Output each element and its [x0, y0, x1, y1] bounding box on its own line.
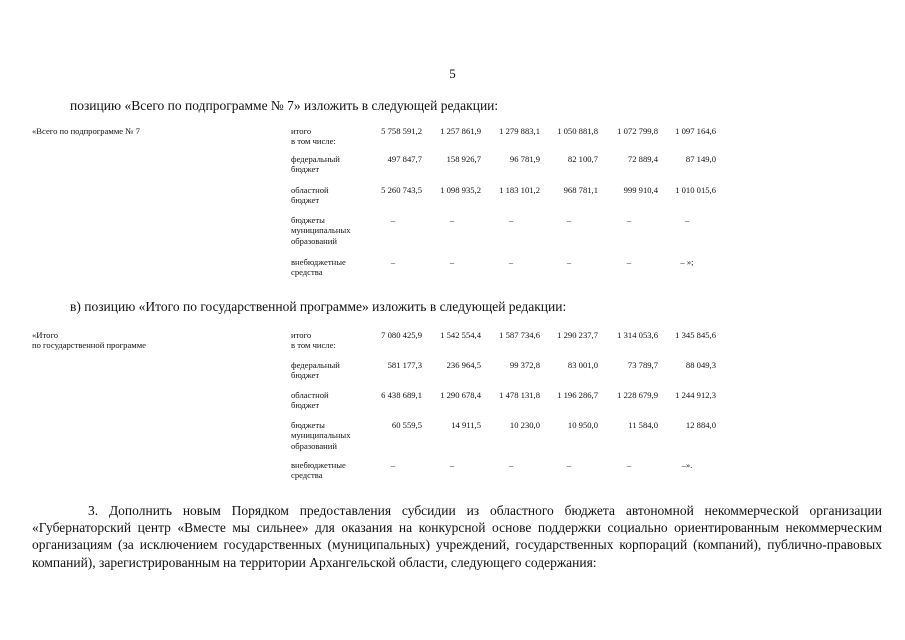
section1-row-label: итого в том числе: — [291, 126, 336, 147]
section2-cell: 1 345 845,6 — [675, 330, 716, 340]
section1-heading: позицию «Всего по подпрограмме № 7» изложить в следующей редакции: — [70, 98, 499, 113]
section2-cell: 12 884,0 — [685, 420, 716, 430]
section1-cell: 1 050 881,8 — [557, 126, 598, 136]
section2-cell: 60 559,5 — [391, 420, 422, 430]
section2-cell: 1 542 554,4 — [440, 330, 481, 340]
section2-cell: 10 230,0 — [509, 420, 540, 430]
section1-cell: 1 183 101,2 — [499, 185, 540, 195]
section2-cell: 1 478 131,8 — [499, 390, 540, 400]
section1-cell: 1 097 164,6 — [675, 126, 716, 136]
paragraph-3: 3. Дополнить новым Порядком предоставления субсидии из областного бюджета автономной некоммерческой организации «Губернаторский центр «Вместе мы сильнее» для оказания на конкурсной основе поддержки социально ориентированным некоммерческим организациям (за исключением государственных (муниципальных) учреждений, государственных корпораций (компаний), публично-правовых компаний), зарегистрированным на территории Архангельской области, следующего содержания: — [32, 503, 882, 570]
section2-cell: 1 587 734,6 — [499, 330, 540, 340]
section2-row-label: федеральный бюджет — [291, 360, 340, 381]
section2-cell: 1 290 237,7 — [557, 330, 598, 340]
section2-cell: –». — [681, 460, 693, 470]
section1-cell: 497 847,7 — [387, 154, 422, 164]
section2-heading: в) позицию «Итого по государственной программе» изложить в следующей редакции: — [70, 299, 567, 314]
section1-cell: – — [626, 215, 632, 225]
section1-cell: 968 781,1 — [563, 185, 598, 195]
section1-cell: – — [449, 257, 455, 267]
section1-cell: – »; — [680, 257, 694, 267]
section2-cell: 236 964,5 — [446, 360, 481, 370]
section2-row-title-line1: «Итого — [32, 330, 59, 340]
section1-cell: – — [449, 215, 455, 225]
section1-cell: – — [390, 215, 396, 225]
section2-cell: – — [390, 460, 396, 470]
section1-cell: 1 072 799,8 — [617, 126, 658, 136]
section2-cell: 1 244 912,3 — [675, 390, 716, 400]
section2-cell: 6 438 689,1 — [381, 390, 422, 400]
section1-row-title: «Всего по подпрограмме № 7 — [32, 126, 140, 136]
section2-cell: 1 314 053,6 — [617, 330, 658, 340]
section1-cell: 1 098 935,2 — [440, 185, 481, 195]
section1-cell: – — [684, 215, 690, 225]
section1-cell: 158 926,7 — [446, 154, 481, 164]
section2-cell: 14 911,5 — [451, 420, 481, 430]
section2-cell: 1 228 679,9 — [617, 390, 658, 400]
section2-cell: 88 049,3 — [685, 360, 716, 370]
section2-cell: 11 584,0 — [628, 420, 658, 430]
section1-cell: – — [508, 215, 514, 225]
section2-row-label: внебюджетные средства — [291, 460, 346, 481]
section2-row-label: областной бюджет — [291, 390, 329, 411]
section2-cell: 581 177,3 — [387, 360, 422, 370]
section2-cell: 10 950,0 — [567, 420, 598, 430]
section1-cell: – — [566, 257, 572, 267]
section1-cell: 999 910,4 — [623, 185, 658, 195]
page-number: 5 — [449, 66, 456, 81]
section2-row-title-line2: по государственной программе — [32, 340, 146, 350]
section2-cell: – — [449, 460, 455, 470]
section1-cell: – — [390, 257, 396, 267]
section2-cell: – — [566, 460, 572, 470]
section1-cell: 1 257 861,9 — [440, 126, 481, 136]
section2-cell: 1 290 678,4 — [440, 390, 481, 400]
section1-cell: 5 758 591,2 — [381, 126, 422, 136]
section1-row-label: федеральный бюджет — [291, 154, 340, 175]
section1-cell: – — [566, 215, 572, 225]
section1-cell: 5 260 743,5 — [381, 185, 422, 195]
section1-row-label: внебюджетные средства — [291, 257, 346, 278]
section1-row-label: бюджеты муниципальных образований — [291, 215, 351, 246]
section1-cell: – — [508, 257, 514, 267]
section2-cell: – — [626, 460, 632, 470]
section2-cell: – — [508, 460, 514, 470]
section1-cell: 82 100,7 — [567, 154, 598, 164]
section1-row-label: областной бюджет — [291, 185, 329, 206]
section2-cell: 99 372,8 — [509, 360, 540, 370]
section1-cell: – — [626, 257, 632, 267]
section1-cell: 87 149,0 — [685, 154, 716, 164]
section2-cell: 1 196 286,7 — [557, 390, 598, 400]
section1-cell: 96 781,9 — [509, 154, 540, 164]
section2-row-label: итого в том числе: — [291, 330, 336, 351]
section1-cell: 1 010 015,6 — [675, 185, 716, 195]
section2-cell: 83 001,0 — [567, 360, 598, 370]
section2-row-label: бюджеты муниципальных образований — [291, 420, 351, 451]
section1-cell: 72 889,4 — [627, 154, 658, 164]
section2-cell: 7 080 425,9 — [381, 330, 422, 340]
section2-cell: 73 789,7 — [627, 360, 658, 370]
section1-cell: 1 279 883,1 — [499, 126, 540, 136]
